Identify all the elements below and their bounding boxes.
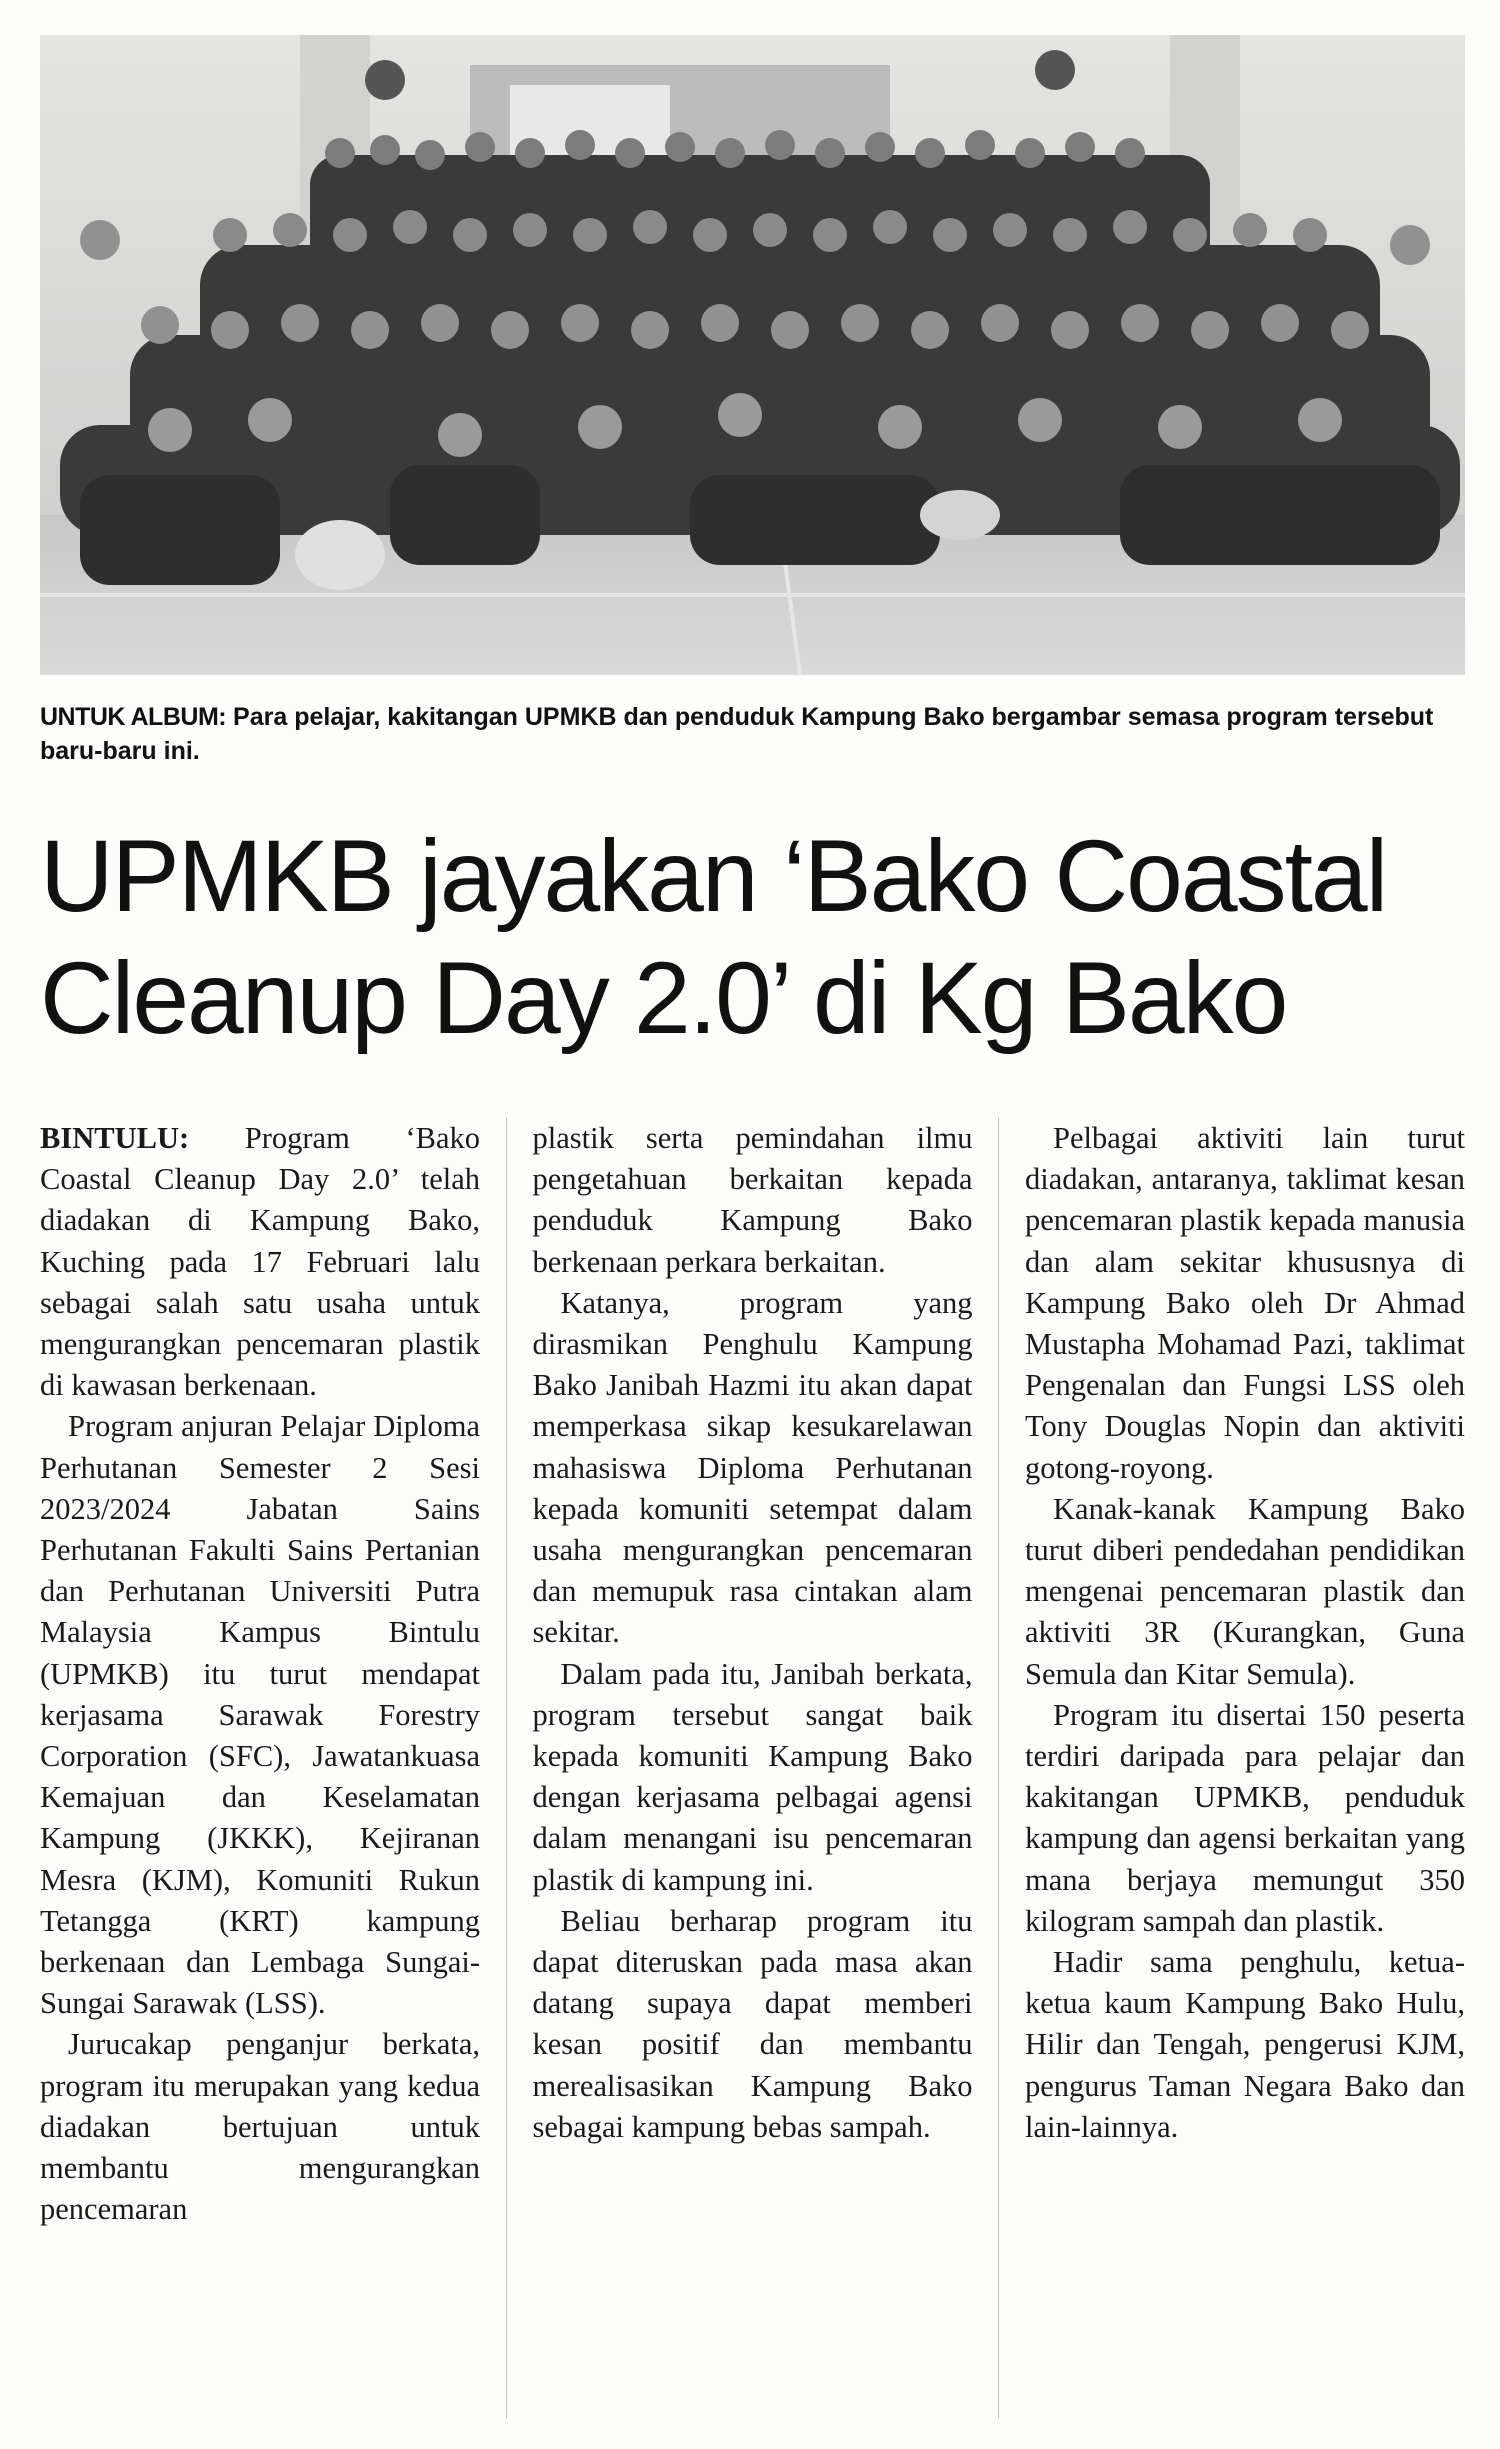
paragraph: plastik serta pemindahan ilmu pengetahuan berkaitan kepada penduduk Kampung Bako berkenaan perkara berkaitan. [532,1121,973,1279]
dateline: BINTULU: [40,1121,190,1155]
paragraph: Jurucakap penganjur berkata, program itu merupakan yang kedua diadakan bertujuan untuk membantu mengurangkan pencemaran [40,2027,480,2227]
paragraph: Dalam pada itu, Janibah berkata, program tersebut sangat baik kepada komuniti Kampung Bako dengan kerjasama pelbagai agensi dalam menangani isu pencemaran plastik di kampung ini. [532,1656,973,1897]
paragraph: Program itu disertai 150 peserta terdiri daripada para pelajar dan kakitangan UPMKB, penduduk kampung dan agensi berkaitan yang mana berjaya memungut 350 kilogram sampah dan plastik. [1025,1697,1465,1938]
article-column-3 [1025,1118,1465,2418]
article-column-2 [533,1118,973,2418]
group-photo [40,35,1465,675]
paragraph [40,1118,480,1406]
paragraph: Pelbagai aktiviti lain turut diadakan, antaranya, taklimat kesan pencemaran plastik kepada manusia dan alam sekitar khususnya di Kampung Bako oleh Dr Ahmad Mustapha Mohamad Pazi, taklimat Pengenalan dan Fungsi LSS oleh Tony Douglas Nopin dan aktiviti gotong-royong. [1025,1121,1465,1485]
paragraph-text: Program ‘Bako Coastal Cleanup Day 2.0’ telah diadakan di Kampung Bako, Kuching pada 17 Februari lalu sebagai salah satu usaha untuk mengurangkan pencemaran plastik di kawasan berkenaan. [40,1121,480,1403]
headline-line-1: UPMKB jayakan ‘Bako Coastal [40,819,1387,933]
caption-lead: UNTUK ALBUM: [40,703,227,731]
paragraph: Kanak-kanak Kampung Bako turut diberi pendedahan pendidikan mengenai pencemaran plastik dan aktiviti 3R (Kurangkan, Guna Semula dan Kitar Semula). [1025,1491,1465,1691]
article-body [40,1118,1465,2418]
headline [40,815,1470,1059]
paragraph: Hadir sama penghulu, ketua-ketua kaum Kampung Bako Hulu, Hilir dan Tengah, pengerusi KJM, pengurus Taman Negara Bako dan lain-lainnya. [1025,1945,1465,2144]
article-column-1 [40,1118,480,2418]
headline-line-2: Cleanup Day 2.0’ di Kg Bako [40,941,1287,1055]
paragraph: Beliau berharap program itu dapat diteruskan pada masa akan datang supaya dapat memberi kesan positif dan membantu merealisasikan Kampung Bako sebagai kampung bebas sampah. [532,1903,973,2144]
caption-text: Para pelajar, kakitangan UPMKB dan penduduk Kampung Bako bergambar semasa program tersebut baru-baru ini. [40,703,1434,765]
group-photo-image [40,35,1465,675]
paragraph: Program anjuran Pelajar Diploma Perhutanan Semester 2 Sesi 2023/2024 Jabatan Sains Perhutanan Fakulti Sains Pertanian dan Perhutanan Universiti Putra Malaysia Kampus Bintulu (UPMKB) itu turut mendapat kerjasama Sarawak Forestry Corporation (SFC), Jawatankuasa Kemajuan dan Keselamatan Kampung (JKKK), Kejiranan Mesra (KJM), Komuniti Rukun Tetangga (KRT) kampung berkenaan dan Lembaga Sungai-Sungai Sarawak (LSS). [40,1409,480,2021]
column-divider [506,1118,507,2418]
column-divider [998,1118,999,2418]
paragraph: Katanya, program yang dirasmikan Penghulu Kampung Bako Janibah Hazmi itu akan dapat memperkasa sikap kesukarelawan mahasiswa Diploma Perhutanan kepada komuniti setempat dalam usaha mengurangkan pencemaran dan memupuk rasa cintakan alam sekitar. [532,1285,973,1650]
photo-caption [40,700,1465,768]
